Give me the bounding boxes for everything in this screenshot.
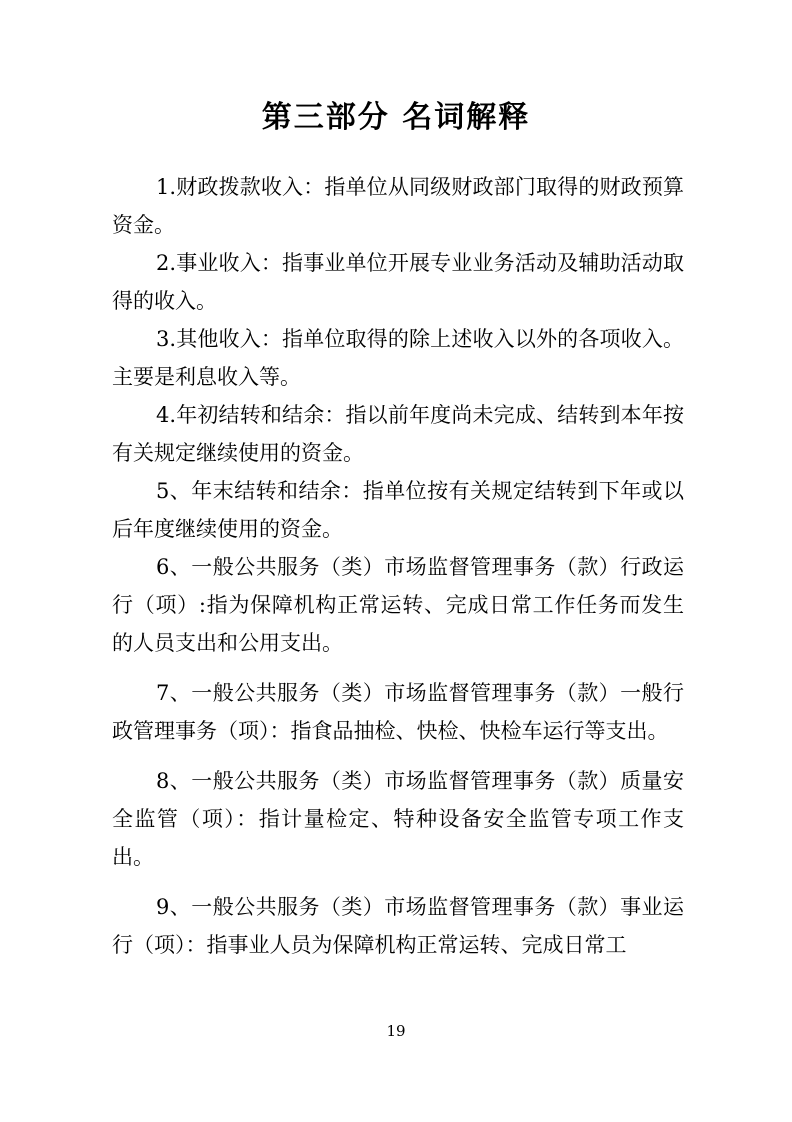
page-number: 19: [386, 1022, 406, 1040]
paragraph-item-7: 7、一般公共服务（类）市场监督管理事务（款）一般行政管理事务（项）：指食品抽检、快检、快检车运行等支出。: [112, 681, 684, 743]
paragraph-item-6: 6、一般公共服务（类）市场监督管理事务（款）行政运行（项）:指为保障机构正常运转、完成日常工作任务而发生的人员支出和公用支出。: [112, 555, 684, 655]
page-title: 第三部分 名词解释: [261, 100, 531, 135]
paragraph-item-5: 5、年末结转和结余：指单位按有关规定结转到下年或以后年度继续使用的资金。: [112, 479, 684, 541]
paragraph-item-2: 2.事业收入：指事业单位开展专业业务活动及辅助活动取得的收入。: [112, 251, 684, 313]
paragraph-item-1: 1.财政拨款收入：指单位从同级财政部门取得的财政预算资金。: [112, 175, 684, 237]
paragraph-item-3: 3.其他收入：指单位取得的除上述收入以外的各项收入。主要是利息收入等。: [112, 327, 684, 389]
paragraph-item-9: 9、一般公共服务（类）市场监督管理事务（款）事业运行（项）：指事业人员为保障机构正常运转、完成日常工: [112, 895, 684, 957]
paragraph-item-4: 4.年初结转和结余：指以前年度尚未完成、结转到本年按有关规定继续使用的资金。: [112, 403, 684, 465]
document-body: [112, 168, 684, 964]
paragraph-item-8: 8、一般公共服务（类）市场监督管理事务（款）质量安全监管（项）：指计量检定、特种设备安全监管专项工作支出。: [112, 769, 684, 869]
